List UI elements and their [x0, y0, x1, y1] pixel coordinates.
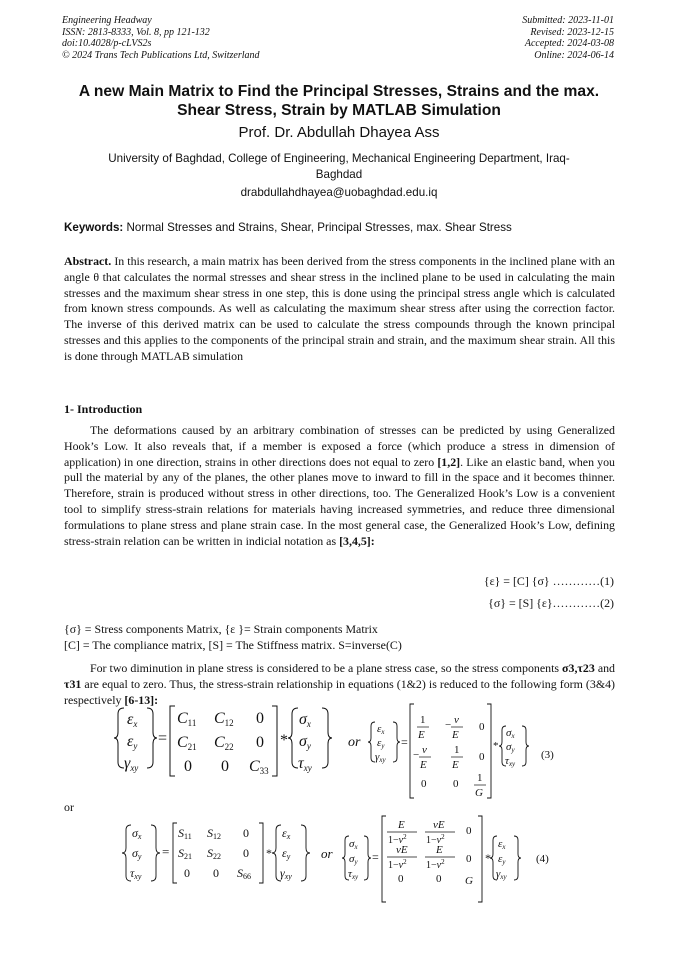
- svg-text:0: 0: [421, 778, 427, 790]
- date-submitted: Submitted: 2023-11-01: [522, 15, 614, 26]
- stress-vector-brace-small: [342, 836, 371, 881]
- svg-text:−: −: [445, 719, 452, 731]
- journal-copyright: © 2024 Trans Tech Publications Ltd, Switzerland: [62, 49, 260, 61]
- svg-text:0: 0: [453, 778, 459, 790]
- svg-text:τxy: τxy: [348, 868, 359, 881]
- svg-text:E: E: [420, 759, 427, 771]
- svg-text:0: 0: [256, 734, 264, 751]
- title-line-2: Shear Stress, Strain by MATLAB Simulation: [177, 102, 501, 119]
- svg-text:E: E: [452, 729, 459, 741]
- svg-text:G: G: [475, 787, 483, 799]
- stress-vector-brace: [288, 708, 332, 773]
- intro-text-a: The deformations caused by an arbitrary combination of stresses can be predicted by using Generalized Hook’s Low. It also reveals that, if a member is exposed a force (which produce a stress in dimension of application) in one direction, strains in other directions does not equal to zero: [64, 423, 615, 469]
- para2-and: and: [594, 661, 615, 675]
- svg-text:=: =: [158, 730, 168, 747]
- svg-text:E: E: [436, 844, 443, 856]
- or-label: or: [348, 735, 361, 750]
- svg-text:σx: σx: [506, 727, 515, 740]
- svg-text:0: 0: [479, 751, 485, 763]
- keywords-label: Keywords:: [64, 221, 124, 234]
- title-line-1: A new Main Matrix to Find the Principal Stresses, Strains and the max.: [78, 83, 600, 100]
- svg-text:ν: ν: [454, 714, 459, 726]
- abstract-label: Abstract.: [64, 254, 112, 268]
- svg-text:S21: S21: [178, 846, 192, 861]
- svg-text:γxy: γxy: [496, 868, 507, 881]
- svg-text:=: =: [401, 735, 408, 749]
- svg-text:γxy: γxy: [124, 755, 139, 773]
- svg-text:C33: C33: [249, 758, 269, 776]
- intro-text-b: . Like an elastic band, when you pull the material by any of the planes, the other planes move to inward to fill in the space and it becomes thinner. Therefore, strain is produced without stress in other directions, too. The Generalized Hook’s Low is a convenient tool to simplify stress-strain relations for materials having increased symmetries, and reduce three dimensional formulations to plane stress and plane strain case. In the most general case, the Generalized Hook’s Low, defining stress-strain relation can be written in indicial notation as: [64, 454, 615, 548]
- section-heading: 1- Introduction: [64, 402, 143, 416]
- affiliation-line-1: University of Baghdad, College of Engineering, Mechanical Engineering Department, Iraq-: [108, 152, 570, 165]
- svg-text:0: 0: [466, 825, 472, 837]
- affiliation-line-2: Baghdad: [315, 168, 363, 181]
- svg-text:S66: S66: [237, 866, 251, 881]
- stiffness-matrix-expanded: [382, 816, 482, 902]
- svg-text:1−ν2: $1-\nu^2$: [388, 833, 407, 846]
- svg-text:*: *: [266, 846, 272, 860]
- equation-4: [122, 816, 549, 902]
- svg-text:1: 1: [454, 744, 460, 756]
- svg-text:E: E: [398, 819, 405, 831]
- svg-text:*: *: [493, 740, 499, 752]
- svg-text:0: 0: [436, 873, 442, 885]
- citation: [1,2]: [437, 454, 461, 469]
- para2-text-b: are equal to zero. Thus, the stress-strain relationship in equations (1&2) is reduced to the following form (3&4) respectively: [64, 676, 615, 707]
- journal-issn: ISSN: 2813-8333, Vol. 8, pp 121-132: [62, 26, 210, 38]
- strain-vector-brace-small: [368, 722, 400, 764]
- svg-text:0: 0: [243, 846, 249, 860]
- equation-3: [114, 704, 554, 799]
- svg-text:1−ν2: $1-\nu^2$: [426, 858, 445, 871]
- equation-1: {ε} = [C] {σ} …………(1): [483, 574, 614, 588]
- svg-text:εy: εy: [498, 853, 506, 866]
- journal-doi: doi:10.4028/p-cLVS2s: [62, 38, 152, 50]
- strain-vector-brace-small: [490, 836, 521, 881]
- keywords-text: Normal Stresses and Strains, Shear, Principal Stresses, max. Shear Stress: [126, 221, 512, 234]
- svg-text:S12: S12: [207, 826, 221, 841]
- svg-text:σx: σx: [132, 826, 142, 841]
- compliance-matrix: [170, 706, 277, 776]
- citation: [6-13]:: [124, 692, 159, 707]
- svg-text:τxy: τxy: [298, 755, 312, 773]
- svg-text:0: 0: [221, 758, 229, 775]
- svg-text:σy: σy: [506, 741, 515, 754]
- svg-text:1−ν2: $1-\nu^2$: [426, 833, 445, 846]
- svg-text:=: =: [162, 844, 170, 859]
- definition-line-2: [C] = The compliance matrix, [S] = The Stiffness matrix. S=inverse(C): [64, 637, 402, 652]
- svg-text:S11: S11: [178, 826, 192, 841]
- svg-text:εx: εx: [377, 723, 385, 736]
- svg-text:E: E: [418, 729, 425, 741]
- svg-text:σy: σy: [349, 853, 358, 866]
- svg-text:E: E: [452, 759, 459, 771]
- svg-text:0: 0: [479, 721, 485, 733]
- date-revised: Revised: 2023-12-15: [530, 26, 614, 38]
- svg-text:εx: εx: [282, 826, 291, 841]
- svg-text:γxy: γxy: [280, 866, 292, 881]
- svg-text:0: 0: [243, 826, 249, 840]
- svg-text:ν: ν: [422, 744, 427, 756]
- equation-2: {σ} = [S] {ε}…………(2): [488, 596, 614, 610]
- or-label: or: [321, 846, 333, 861]
- svg-text:σx: σx: [299, 711, 311, 729]
- svg-text:=: =: [372, 850, 379, 864]
- svg-text:τxy: τxy: [505, 755, 516, 768]
- svg-text:0: 0: [398, 873, 404, 885]
- svg-text:σy: σy: [132, 846, 142, 861]
- svg-text:εy: εy: [282, 846, 291, 861]
- svg-text:*: *: [485, 851, 491, 865]
- svg-text:G: G: [465, 875, 473, 887]
- svg-text:τxy: τxy: [130, 866, 142, 881]
- svg-text:εx: εx: [127, 711, 138, 729]
- definition-line-1: {σ} = Stress components Matrix, {ε }= Strain components Matrix: [64, 622, 378, 636]
- svg-text:0: 0: [213, 866, 219, 880]
- svg-text:νE: νE: [396, 844, 408, 856]
- abstract-text: In this research, a main matrix has been derived from the stress components in the inclined plane with an angle θ that calculates the normal stresses and shear stress in the inclined plane to be used in calculating the main stresses and the maximum shear stress in one step, this is done using the principal stress angle which is calculated from known stress compounds. As well as calculating the maximum shear stress after using the correction factor. The inverse of this derived matrix can be used to calculate the stress compounds through the known principal stresses and this applies to the components of the principal strain and strain, and the maximum shear strain. All this is done through MATLAB simulation: [64, 254, 615, 363]
- svg-text:εy: εy: [377, 737, 385, 750]
- svg-text:σx: σx: [349, 838, 358, 851]
- svg-text:C21: C21: [177, 734, 197, 752]
- strain-vector-brace: [272, 825, 310, 881]
- svg-text:C12: C12: [214, 710, 234, 728]
- svg-text:1−ν2: $1-\nu^2$: [388, 858, 407, 871]
- svg-text:C11: C11: [177, 710, 197, 728]
- svg-text:1: 1: [420, 714, 426, 726]
- stress-symbols: σ3,τ23: [562, 661, 595, 675]
- svg-text:0: 0: [184, 758, 192, 775]
- compliance-matrix-expanded: [410, 704, 491, 799]
- svg-text:0: 0: [184, 866, 190, 880]
- svg-text:−: −: [413, 749, 420, 761]
- svg-text:νE: νE: [433, 819, 445, 831]
- svg-text:σy: σy: [299, 733, 311, 751]
- author-name: Prof. Dr. Abdullah Dhayea Ass: [238, 124, 440, 141]
- stress-vector-brace-small: [499, 726, 529, 768]
- svg-text:S22: S22: [207, 846, 221, 861]
- or-connector: or: [64, 800, 74, 814]
- date-online: Online: 2024-06-14: [534, 49, 614, 61]
- citation: [3,4,5]:: [339, 533, 375, 548]
- svg-text:*: *: [280, 732, 288, 749]
- svg-text:1: 1: [477, 772, 483, 784]
- svg-text:0: 0: [256, 710, 264, 727]
- svg-text:C22: C22: [214, 734, 234, 752]
- svg-text:εx: εx: [498, 838, 506, 851]
- stress-vector-brace: [122, 825, 160, 881]
- equation-3-number: (3): [541, 749, 554, 761]
- stress-symbol: τ31: [64, 676, 82, 691]
- journal-name: Engineering Headway: [62, 15, 152, 26]
- svg-text:γxy: γxy: [375, 751, 386, 764]
- equation-4-number: (4): [536, 853, 549, 865]
- strain-vector-brace: [114, 708, 157, 773]
- svg-text:0: 0: [466, 853, 472, 865]
- stiffness-matrix: [173, 823, 263, 883]
- svg-text:εy: εy: [127, 733, 138, 751]
- para2-text-a: For two diminution in plane stress is considered to be a plane stress case, so the stress components: [90, 661, 563, 675]
- date-accepted: Accepted: 2024-03-08: [524, 38, 614, 50]
- author-email: drabdullahdhayea@uobaghdad.edu.iq: [240, 186, 438, 199]
